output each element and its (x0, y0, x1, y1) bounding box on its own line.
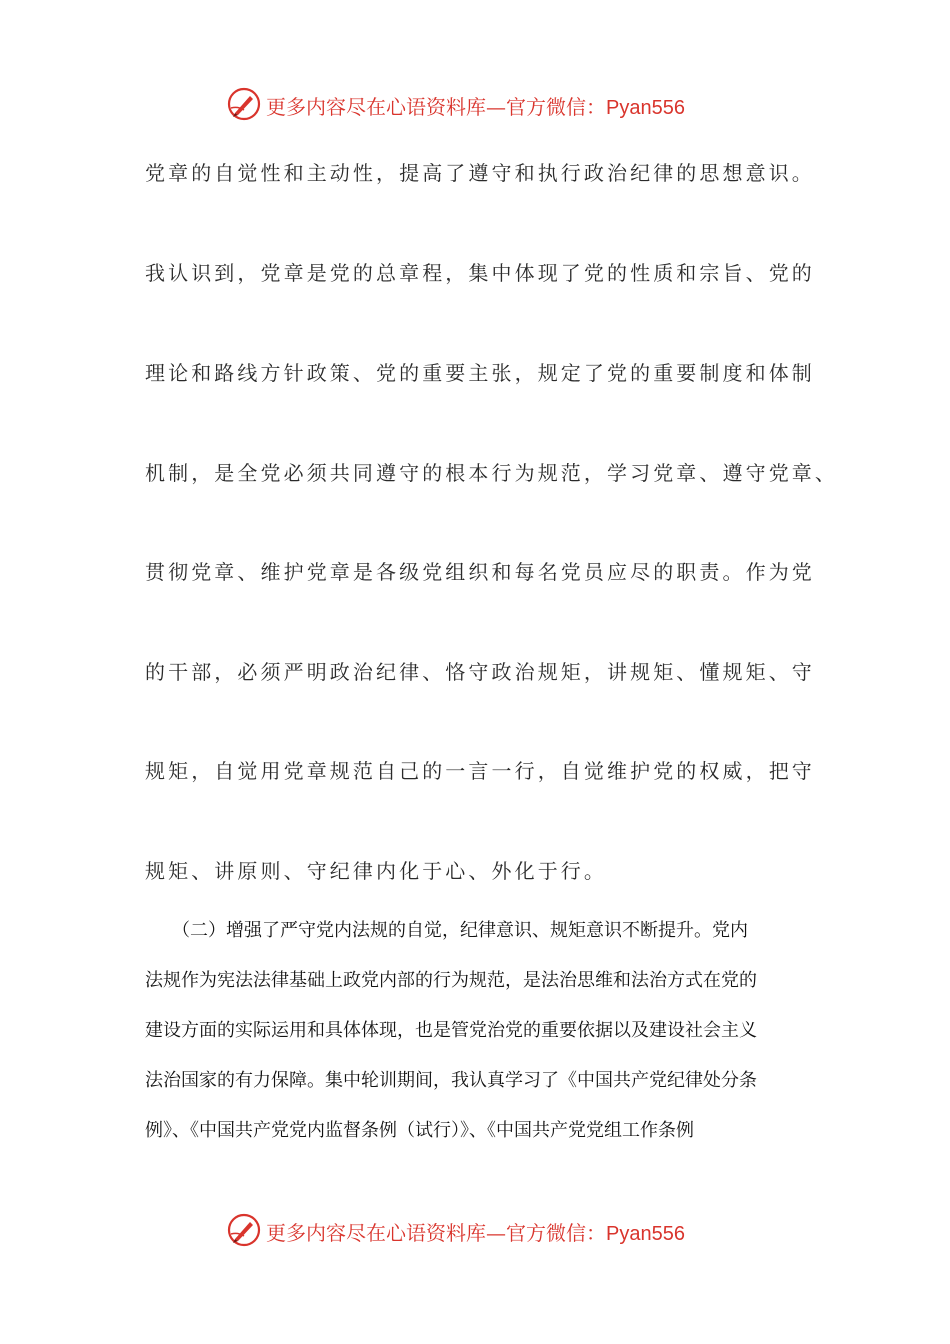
paragraph-line: 例》、《中国共产党党内监督条例（试行）》、《中国共产党党组工作条例 (145, 1120, 694, 1141)
body-line: 的干部，必须严明政治纪律、恪守政治规矩，讲规矩、懂规矩、守 (145, 660, 815, 684)
pen-logo-icon (226, 1212, 262, 1248)
body-line: 贯彻党章、维护党章是各级党组织和每名党员应尽的职责。作为党 (145, 560, 815, 584)
paragraph (145, 906, 805, 1156)
paragraph-line: 法规作为宪法法律基础上政党内部的行为规范，是法治思维和法治方式在党的 (145, 970, 757, 991)
body-line: 党章的自觉性和主动性，提高了遵守和执行政治纪律的思想意识。 (145, 161, 815, 185)
body-line: 机制，是全党必须共同遵守的根本行为规范，学习党章、遵守党章、 (145, 461, 838, 485)
paragraph-line: （二）增强了严守党内法规的自觉，纪律意识、规矩意识不断提升。党内 (145, 920, 748, 941)
paragraph-line: 建设方面的实际运用和具体体现，也是管党治党的重要依据以及建设社会主义 (145, 1020, 757, 1041)
wechat-id: Pyan556 (606, 97, 685, 119)
pen-logo-icon (226, 86, 262, 122)
banner-text: 更多内容尽在心语资料库—官方微信：Pyan556 (266, 1221, 685, 1245)
paragraph-line: 法治国家的有力保障。集中轮训期间，我认真学习了《中国共产党纪律处分条 (145, 1070, 757, 1091)
body-line: 我认识到，党章是党的总章程，集中体现了党的性质和宗旨、党的 (145, 261, 815, 285)
header-banner (0, 84, 950, 124)
footer-banner (0, 1210, 950, 1250)
banner-text: 更多内容尽在心语资料库—官方微信：Pyan556 (266, 95, 685, 119)
body-line: 规矩，自觉用党章规范自己的一言一行，自觉维护党的权威，把守 (145, 759, 815, 783)
wechat-id: Pyan556 (606, 1223, 685, 1245)
body-line: 规矩、讲原则、守纪律内化于心、外化于行。 (145, 859, 607, 883)
body-line: 理论和路线方针政策、党的重要主张，规定了党的重要制度和体制 (145, 361, 815, 385)
